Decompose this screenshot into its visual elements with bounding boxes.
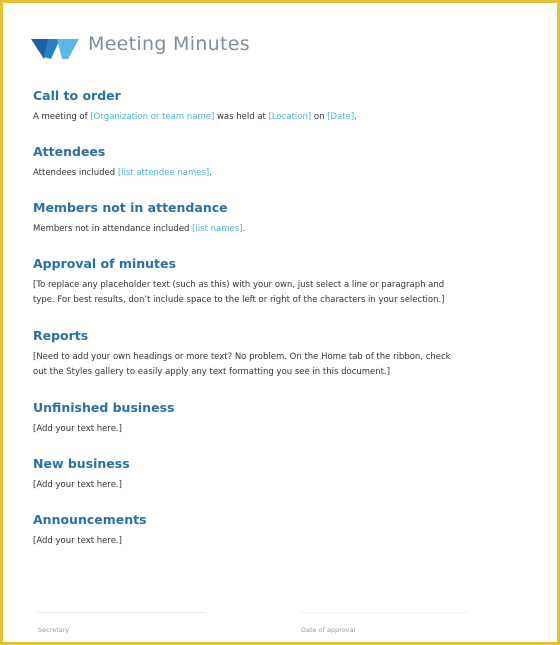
section-call-to-order [33,88,357,125]
section-members-absent [33,200,245,237]
placeholder-names[interactable]: [list names] [192,224,243,234]
section-text-line[interactable]: out the Styles gallery to easily apply any text formatting you see in this document.] [33,367,391,377]
section-heading: Call to order [33,88,121,103]
section-announcements [33,512,147,549]
section-text[interactable]: [Add your text here.] [33,480,122,490]
secretary-label: Secretary [38,626,70,634]
text-run: Attendees included [33,168,118,178]
section-text-line[interactable]: [Need to add your own headings or more text? No problem. On the Home tab of the ribbon, check [33,352,451,362]
section-heading: Announcements [33,512,147,527]
placeholder-location[interactable]: [Location] [268,112,312,122]
placeholder-attendee-names[interactable]: [list attendee names] [117,168,210,178]
logo-icon [31,35,85,63]
placeholder-date[interactable]: [Date] [327,112,355,122]
document-title: Meeting Minutes [88,33,250,55]
section-heading: Approval of minutes [33,256,176,271]
section-text [33,110,357,125]
text-run: . [242,224,246,234]
section-heading: Unfinished business [33,400,175,415]
section-text-line[interactable]: [To replace any placeholder text (such as this) with your own, just select a line or paragraph and [33,280,445,290]
secretary-signature-line[interactable] [36,612,206,613]
section-attendees [33,144,212,181]
section-unfinished-business [33,400,174,437]
section-heading: Members not in attendance [33,200,228,215]
text-run: . [209,168,212,178]
text-run: Members not in attendance included [33,224,193,234]
approval-date-line[interactable] [299,612,469,613]
section-text[interactable]: [Add your text here.] [33,424,122,434]
text-run: A meeting of [33,112,91,122]
section-heading: Attendees [33,144,106,159]
section-new-business [33,456,130,493]
text-run: on [311,112,328,122]
approval-date-label: Date of approval [301,626,356,634]
section-text [33,166,212,181]
text-run: . [354,112,357,122]
placeholder-organization[interactable]: [Organization or team name] [90,112,215,122]
section-heading: New business [33,456,130,471]
section-text[interactable]: [Add your text here.] [33,536,122,546]
section-text [33,222,245,237]
document-page [6,6,554,639]
section-approval [33,256,445,308]
text-run: was held at [214,112,269,122]
section-heading: Reports [33,328,89,343]
section-text-line[interactable]: type. For best results, don’t include space to the left or right of the characters in your selection.] [33,295,445,305]
section-reports [33,328,451,380]
